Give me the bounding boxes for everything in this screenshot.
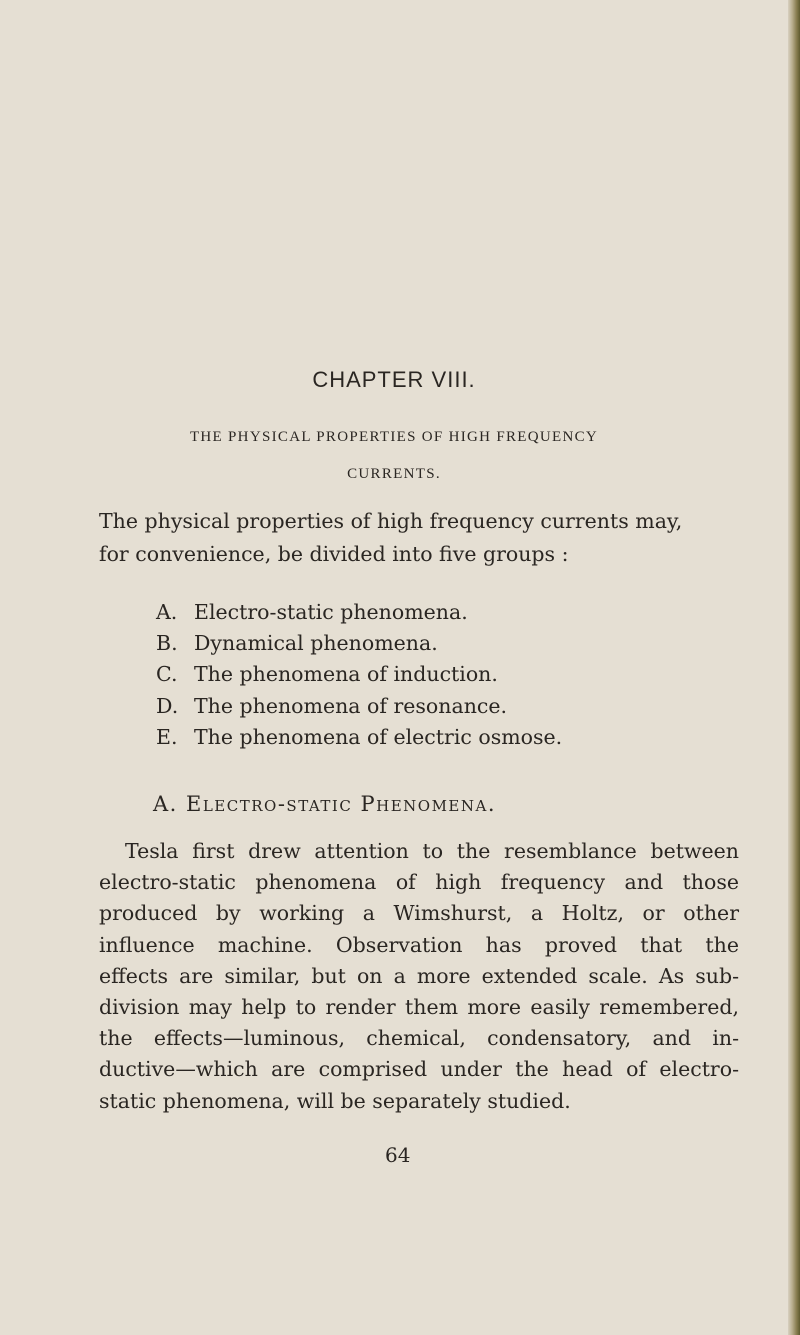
body-paragraph [99, 836, 739, 1117]
body-line: division may help to render them more easily remembered, [99, 994, 739, 1019]
groups-list [156, 597, 562, 753]
group-text: Electro-static phenomena. [194, 600, 468, 624]
body-line: ductive—which are comprised under the head of electro- [99, 1057, 739, 1082]
group-text: The phenomena of resonance. [194, 693, 508, 718]
body-line: electro-static phenomena of high frequency and those [99, 870, 739, 895]
group-letter: E. [156, 724, 178, 749]
body-line: Tesla first drew attention to the resemblance between [125, 839, 739, 863]
group-text: The phenomena of electric osmose. [194, 724, 563, 749]
group-item-d [156, 691, 562, 722]
group-letter: B. [156, 631, 178, 656]
group-text: Dynamical phenomena. [194, 631, 438, 656]
group-letter: C. [156, 662, 178, 687]
body-line: influence machine. Observation has proved that the [99, 932, 739, 957]
group-item-a [156, 597, 562, 628]
group-text: The phenomena of induction. [194, 662, 498, 687]
intro-paragraph [99, 505, 739, 571]
chapter-title: CHAPTER VIII. [312, 367, 476, 392]
page-number: 64 [385, 1143, 411, 1167]
group-item-e [156, 722, 562, 753]
group-item-c [156, 659, 562, 690]
chapter-subtitle-line-1: THE PHYSICAL PROPERTIES OF HIGH FREQUENCY [189, 429, 599, 445]
page-edge [788, 0, 800, 1335]
body-line: produced by working a Wimshurst, a Holtz, or other [99, 901, 739, 926]
intro-line-2: for convenience, be divided into five groups : [99, 542, 569, 566]
body-line: the effects—luminous, chemical, condensatory, and in- [99, 1026, 739, 1051]
group-letter: A. [156, 600, 178, 624]
intro-line-1: The physical properties of high frequency currents may, [99, 509, 683, 533]
group-letter: D. [156, 693, 179, 718]
section-heading: A. Electro-static Phenomena. [153, 792, 497, 816]
chapter-subtitle-line-2: CURRENTS. [347, 466, 441, 482]
body-line: static phenomena, will be separately studied. [99, 1088, 571, 1113]
body-line: effects are similar, but on a more extended scale. As sub- [99, 963, 739, 988]
group-item-b [156, 628, 562, 659]
